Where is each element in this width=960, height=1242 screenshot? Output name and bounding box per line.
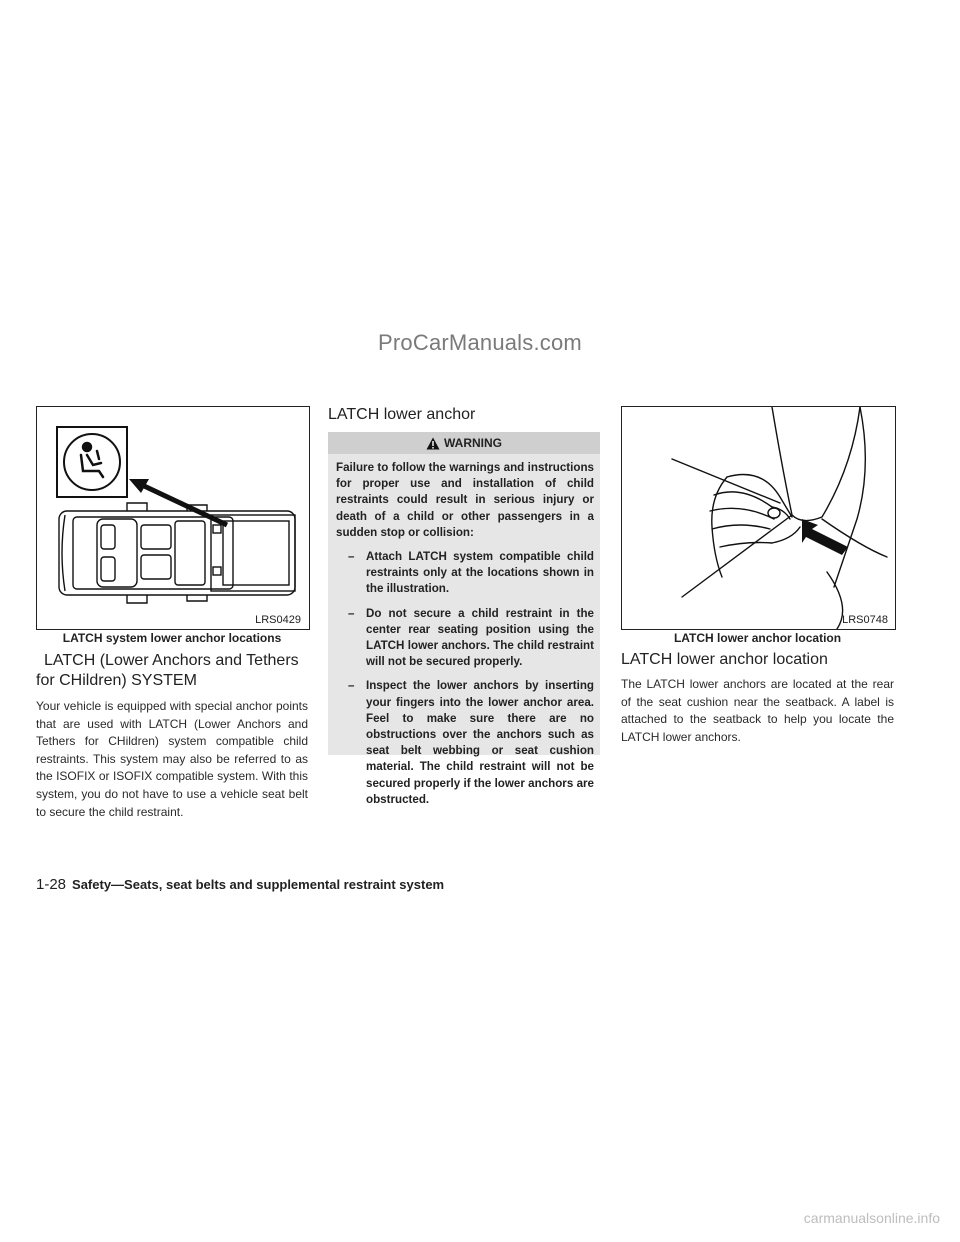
warning-item: – Attach LATCH system compatible child restraints only at the locations shown in the illustration.	[348, 549, 594, 598]
right-figure-code: LRS0748	[842, 614, 888, 626]
warning-item-text: Attach LATCH system compatible child restraints only at the locations shown in the illustration.	[366, 550, 594, 596]
warning-box	[328, 432, 600, 806]
page-number: 1-28	[36, 876, 67, 893]
right-figure-caption: LATCH lower anchor location	[673, 631, 842, 645]
warning-title-bar	[328, 432, 600, 454]
section-title-line2: for CHildren) SYSTEM	[36, 672, 197, 689]
warning-intro: Failure to follow the warnings and instructions for proper use and installation of child restraints could result in serious injury or death of a child or other passengers in a sudden stop or collision:	[336, 461, 594, 539]
pointer-arrow	[142, 485, 227, 525]
left-figure-caption: LATCH system lower anchor locations	[62, 631, 282, 645]
warning-item-text: Inspect the lower anchors by inserting your fingers into the lower anchor area. Feel to make sure there are no obstructions over the anchors such as seat belt webbing or seat cushion material. The child restraint will not be secured properly if the lower anchors are obstructed.	[366, 679, 594, 806]
watermark-top: ProCarManuals.com	[378, 330, 582, 355]
watermark-bottom: carmanualsonline.info	[803, 1210, 940, 1226]
warning-item: – Do not secure a child restraint in the center rear seating position using the LATCH lower anchors. The child restraint will not be secured properly.	[348, 606, 594, 671]
warning-item-text: Do not secure a child restraint in the center rear seating position using the LATCH lower anchors. The child restraint will not be secured properly.	[366, 606, 594, 669]
right-heading: LATCH lower anchor location	[621, 651, 828, 668]
section-title-line1: LATCH (Lower Anchors and Tethers	[44, 652, 299, 669]
truck-top-view-illustration	[37, 407, 309, 629]
left-figure	[36, 406, 310, 630]
pointer-arrow	[802, 519, 848, 555]
right-body: The LATCH lower anchors are located at the rear of the seat cushion near the seatback. A label is attached to the seatback to help you locate the LATCH lower anchors.	[621, 677, 894, 744]
right-figure	[621, 406, 896, 630]
footer-title: Safety—Seats, seat belts and supplemental restraint system	[72, 877, 445, 892]
warning-title: WARNING	[444, 436, 502, 450]
page-footer	[36, 876, 444, 893]
mid-heading: LATCH lower anchor	[328, 406, 476, 423]
warning-triangle-icon	[426, 437, 440, 450]
warning-item: – Inspect the lower anchors by inserting your fingers into the lower anchor area. Feel to make sure there are no obstructions over the anchors such as seat belt webbing or seat cushion material. The child restraint will not be secured properly if the lower anchors are obstructed.	[348, 678, 594, 808]
truck-outline	[59, 503, 295, 603]
left-figure-code: LRS0429	[255, 614, 301, 626]
section-body: Your vehicle is equipped with special anchor points that are used with LATCH (Lower Anchors and Tethers for CHildren) system compatible child restraints. This system may also be referred to as the ISOFIX or ISOFIX compatible system. With this system, you do not have to use a vehicle seat belt to secure the child restraint.	[36, 699, 308, 819]
section-title	[36, 651, 316, 691]
hand-anchor-illustration	[622, 407, 895, 629]
